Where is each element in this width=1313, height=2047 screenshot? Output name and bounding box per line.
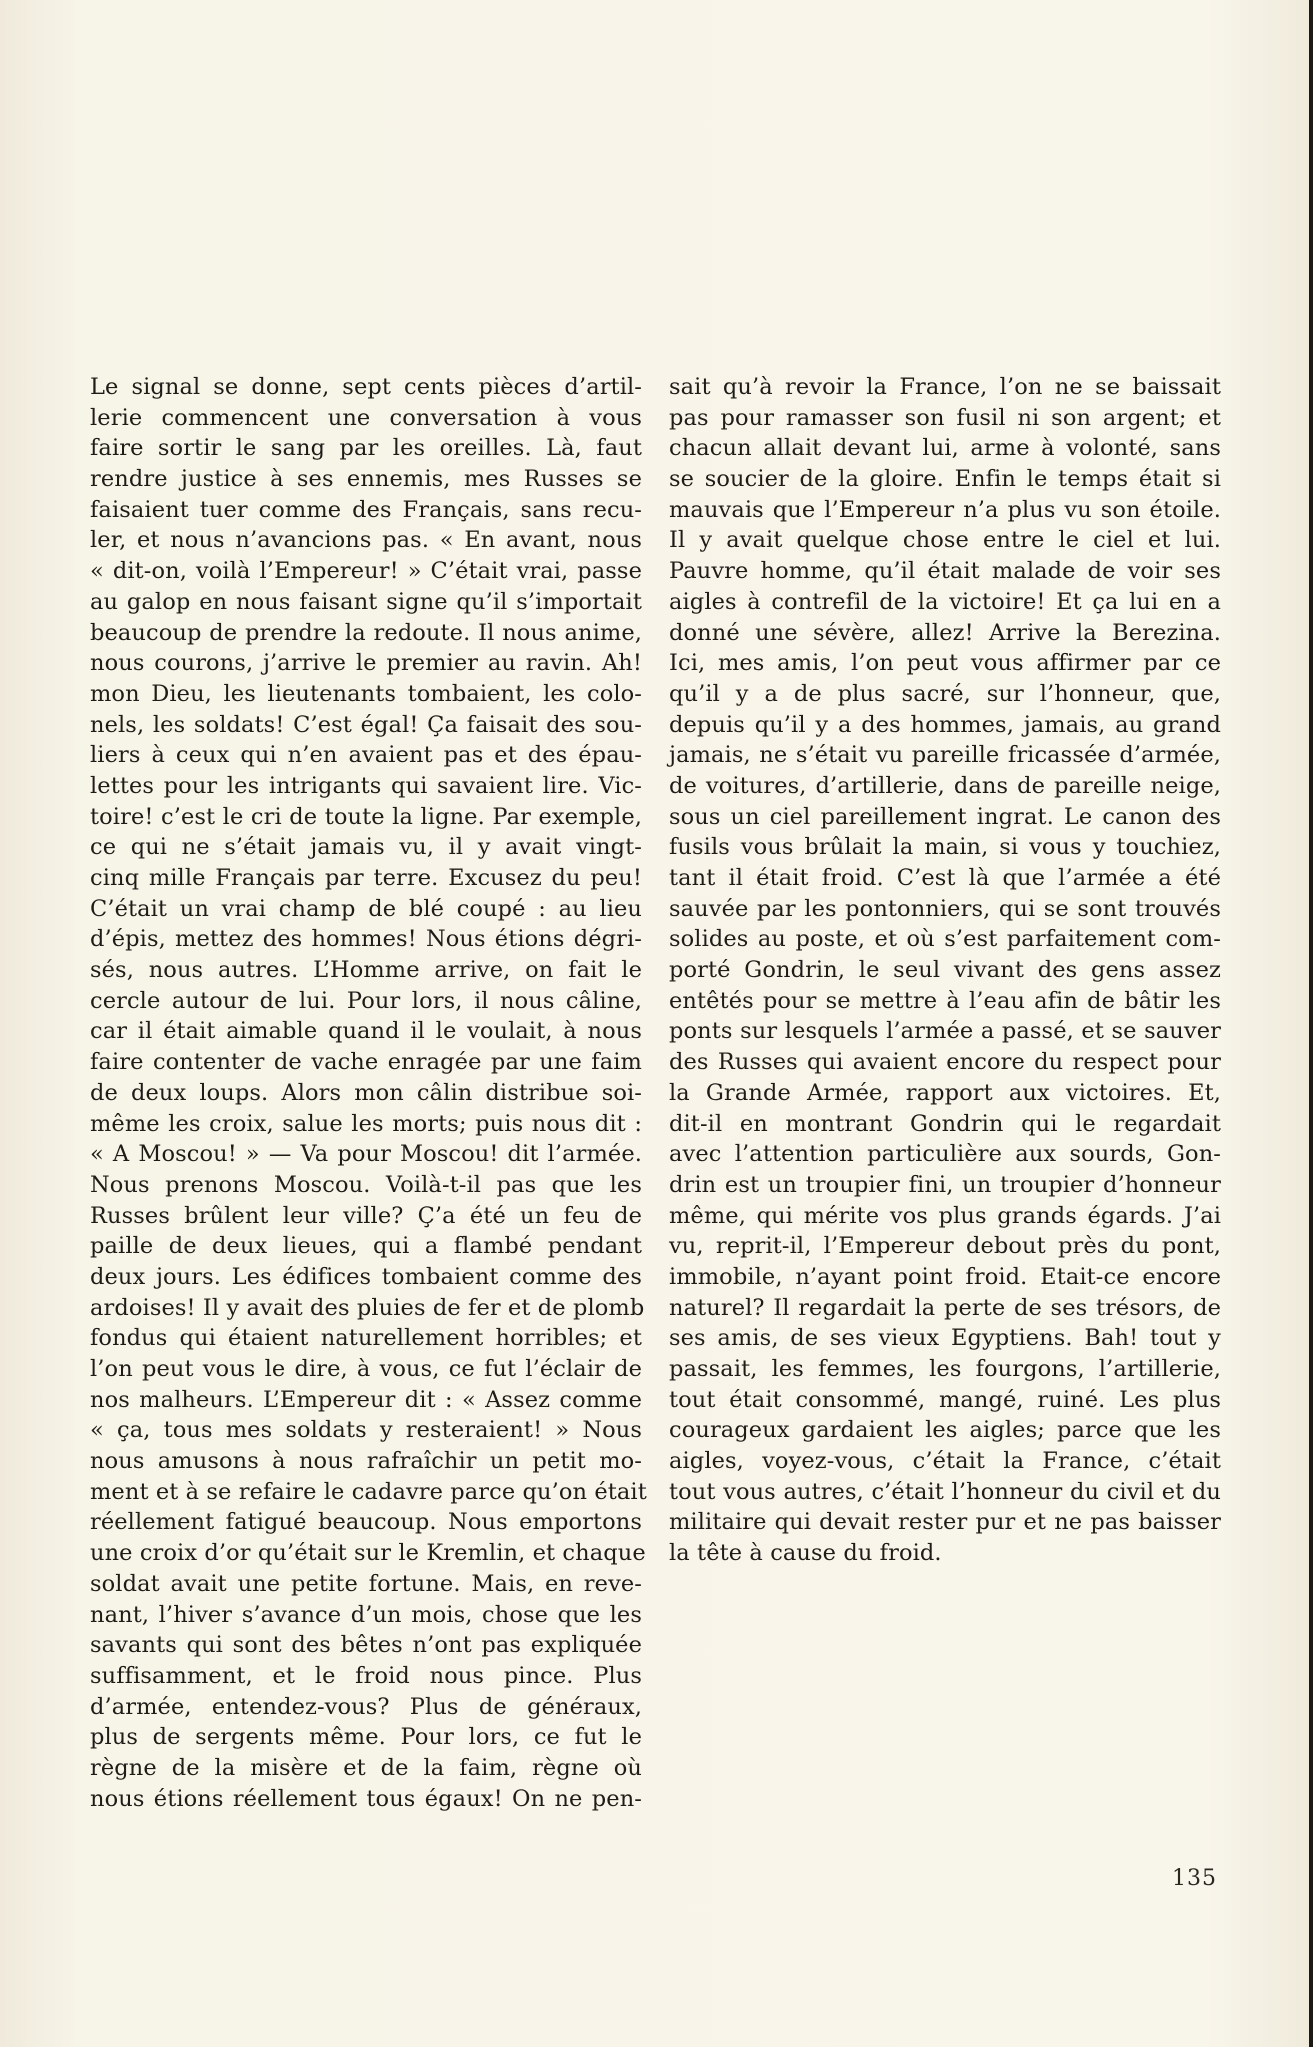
text-line: nant, l’hiver s’avance d’un mois, chose que les xyxy=(90,1601,642,1628)
text-line: avec l’attention particulière aux sourds, Gon- xyxy=(669,1141,1221,1168)
text-line: mon Dieu, les lieutenants tombaient, les colo- xyxy=(90,680,642,707)
text-line: chacun allait devant lui, arme à volonté, sans xyxy=(669,435,1221,462)
text-line: toire! c’est le cri de toute la ligne. Par exemple, xyxy=(90,803,642,830)
text-line: aigles, voyez-vous, c’était la France, c’était xyxy=(669,1448,1221,1475)
text-line: militaire qui devait rester pur et ne pas baisser xyxy=(669,1509,1221,1536)
text-line: savants qui sont des bêtes n’ont pas expliquée xyxy=(90,1632,642,1659)
text-line: entêtés pour se mettre à l’eau afin de bâtir les xyxy=(669,987,1221,1014)
text-line: rendre justice à ses ennemis, mes Russes se xyxy=(90,466,642,493)
text-line: Ici, mes amis, l’on peut vous affirmer par ce xyxy=(669,650,1221,677)
text-line: drin est un troupier fini, un troupier d’honneur xyxy=(669,1171,1221,1198)
text-line: faisaient tuer comme des Français, sans recu- xyxy=(90,496,642,523)
text-line: aigles à contrefil de la victoire! Et ça lui en a xyxy=(669,588,1221,615)
text-line: cinq mille Français par terre. Excusez du peu! xyxy=(90,865,642,891)
text-line: pas pour ramasser son fusil ni son argent; et xyxy=(669,404,1221,431)
text-line: sait qu’à revoir la France, l’on ne se baissait xyxy=(669,374,1221,400)
text-line: C’était un vrai champ de blé coupé : au lieu xyxy=(90,895,642,922)
text-line: sauvée par les pontonniers, qui se sont trouvés xyxy=(669,895,1221,922)
text-line: lettes pour les intrigants qui savaient lire. Vic- xyxy=(90,772,642,799)
text-line: au galop en nous faisant signe qu’il s’importait xyxy=(90,588,642,615)
left-text-column xyxy=(90,372,647,1814)
text-line: plus de sergents même. Pour lors, ce fut le xyxy=(90,1724,642,1751)
text-line: fondus qui étaient naturellement horribles; et xyxy=(90,1325,642,1352)
text-line: ler, et nous n’avancions pas. « En avant, nous xyxy=(90,527,642,554)
text-line: « ça, tous mes soldats y resteraient! » Nous xyxy=(90,1417,642,1444)
text-line: la Grande Armée, rapport aux victoires. Et, xyxy=(669,1079,1221,1106)
page-edge xyxy=(1309,0,1313,2047)
text-line: sous un ciel pareillement ingrat. Le canon des xyxy=(669,803,1221,830)
text-line: soldat avait une petite fortune. Mais, en reve- xyxy=(90,1570,642,1597)
text-line: de voitures, d’artillerie, dans de pareille neige, xyxy=(669,772,1221,799)
text-line: nous étions réellement tous égaux! On ne pen- xyxy=(90,1785,642,1812)
text-line: vu, reprit-il, l’Empereur debout près du pont, xyxy=(669,1233,1221,1260)
text-line: depuis qu’il y a des hommes, jamais, au grand xyxy=(669,711,1221,738)
text-line: nels, les soldats! C’est égal! Ça faisait des sou- xyxy=(90,711,642,738)
text-line: tant il était froid. C’est là que l’armée a été xyxy=(669,865,1221,891)
text-line: ment et à se refaire le cadavre parce qu’on était xyxy=(90,1478,647,1505)
text-line: dit-il en montrant Gondrin qui le regardait xyxy=(669,1110,1221,1137)
text-line: même, qui mérite vos plus grands égards. J’ai xyxy=(669,1202,1221,1229)
text-line: sés, nous autres. L’Homme arrive, on fait le xyxy=(90,957,642,984)
text-line: porté Gondrin, le seul vivant des gens assez xyxy=(669,957,1221,984)
text-line: nous amusons à nous rafraîchir un petit mo- xyxy=(90,1448,642,1475)
text-line: qu’il y a de plus sacré, sur l’honneur, que, xyxy=(669,680,1221,707)
text-line: d’épis, mettez des hommes! Nous étions dégri- xyxy=(90,926,642,953)
text-line: ses amis, de ses vieux Egyptiens. Bah! tout y xyxy=(669,1325,1221,1352)
text-line: nous courons, j’arrive le premier au ravin. Ah! xyxy=(90,650,642,677)
text-line: jamais, ne s’était vu pareille fricassée d’armée, xyxy=(669,742,1221,769)
text-line: cercle autour de lui. Pour lors, il nous câline, xyxy=(90,987,642,1014)
text-line: Russes brûlent leur ville? Ç’a été un feu de xyxy=(90,1202,642,1229)
text-line: Il y avait quelque chose entre le ciel et lui. xyxy=(669,527,1221,554)
text-line: passait, les femmes, les fourgons, l’artillerie, xyxy=(669,1356,1221,1382)
text-line: solides au poste, et où s’est parfaitement com- xyxy=(669,926,1221,953)
text-line: paille de deux lieues, qui a flambé pendant xyxy=(90,1233,642,1260)
text-line: liers à ceux qui n’en avaient pas et des épau- xyxy=(90,742,642,769)
text-line: mauvais que l’Empereur n’a plus vu son étoile. xyxy=(669,496,1221,523)
text-line: ce qui ne s’était jamais vu, il y avait vingt- xyxy=(90,834,642,861)
text-line: deux jours. Les édifices tombaient comme des xyxy=(90,1263,642,1290)
text-line: Pauvre homme, qu’il était malade de voir ses xyxy=(669,558,1221,585)
text-line: courageux gardaient les aigles; parce que les xyxy=(669,1417,1221,1444)
text-line: la tête à cause du froid. xyxy=(669,1540,942,1567)
text-line: car il était aimable quand il le voulait, à nous xyxy=(90,1018,642,1045)
text-line: des Russes qui avaient encore du respect pour xyxy=(669,1049,1221,1076)
text-line: réellement fatigué beaucoup. Nous emportons xyxy=(90,1509,642,1536)
text-line: faire contenter de vache enragée par une faim xyxy=(90,1049,642,1076)
text-line: faire sortir le sang par les oreilles. Là, faut xyxy=(90,435,642,462)
text-line: se soucier de la gloire. Enfin le temps était si xyxy=(669,466,1221,493)
text-line: ponts sur lesquels l’armée a passé, et se sauver xyxy=(669,1018,1221,1045)
text-line: fusils vous brûlait la main, si vous y touchiez, xyxy=(669,834,1221,861)
text-line: suffisamment, et le froid nous pince. Plus xyxy=(90,1662,642,1689)
text-line: naturel? Il regardait la perte de ses trésors, de xyxy=(669,1294,1221,1321)
text-line: beaucoup de prendre la redoute. Il nous anime, xyxy=(90,619,642,646)
text-line: ardoises! Il y avait des pluies de fer et de plomb xyxy=(90,1294,645,1321)
text-line: lerie commencent une conversation à vous xyxy=(90,404,642,431)
text-line: Nous prenons Moscou. Voilà-t-il pas que les xyxy=(90,1171,642,1198)
text-line: règne de la misère et de la faim, règne où xyxy=(90,1754,642,1781)
text-line: Le signal se donne, sept cents pièces d’artil- xyxy=(90,374,642,400)
text-line: une croix d’or qu’était sur le Kremlin, et chaque xyxy=(90,1540,646,1567)
text-line: « A Moscou! » — Va pour Moscou! dit l’armée. xyxy=(90,1141,642,1168)
text-line: tout vous autres, c’était l’honneur du civil et du xyxy=(669,1478,1221,1505)
text-line: nos malheurs. L’Empereur dit : « Assez comme xyxy=(90,1386,642,1413)
text-line: de deux loups. Alors mon câlin distribue soi- xyxy=(90,1079,642,1106)
text-line: même les croix, salue les morts; puis nous dit : xyxy=(90,1110,642,1137)
text-line: l’on peut vous le dire, à vous, ce fut l’éclair de xyxy=(90,1356,642,1382)
text-line: d’armée, entendez-vous? Plus de généraux, xyxy=(90,1693,642,1720)
text-line: immobile, n’ayant point froid. Etait-ce encore xyxy=(669,1263,1221,1290)
right-text-column xyxy=(669,372,1221,1569)
page-number: 135 xyxy=(1172,1866,1217,1891)
text-line: donné une sévère, allez! Arrive la Berezina. xyxy=(669,619,1221,646)
text-line: tout était consommé, mangé, ruiné. Les plus xyxy=(669,1386,1221,1413)
text-line: « dit-on, voilà l’Empereur! » C’était vrai, passe xyxy=(90,558,642,585)
